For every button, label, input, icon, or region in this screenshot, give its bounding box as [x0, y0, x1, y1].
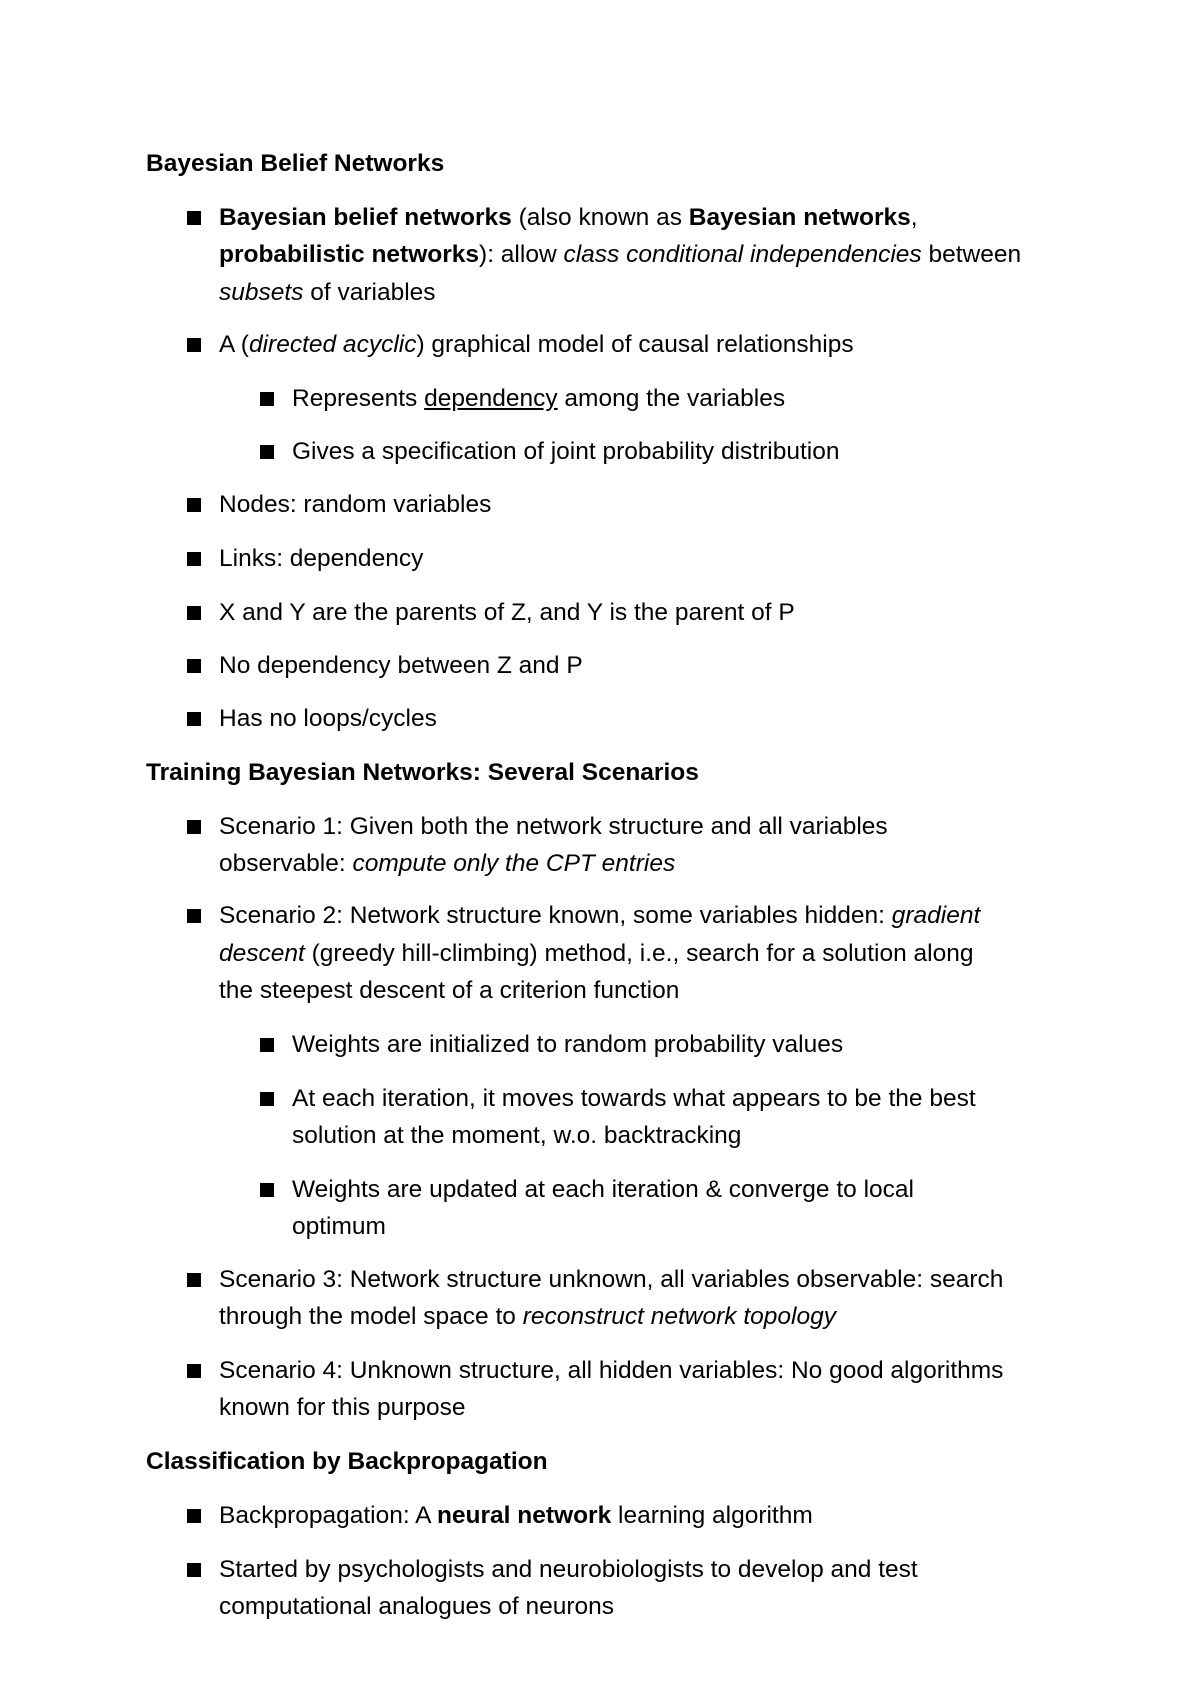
bullet-square-icon [187, 909, 201, 923]
bullet-square-icon [187, 1509, 201, 1523]
text: learning algorithm [611, 1502, 813, 1529]
bullet-parents: X and Y are the parents of Z, and Y is the parent of P [219, 599, 795, 626]
bullet-square-icon [260, 445, 274, 459]
text-italic: subsets [219, 279, 304, 306]
bullet-scenario-4-line2: known for this purpose [219, 1394, 466, 1421]
text: A ( [219, 331, 249, 358]
subbullet-joint-probability: Gives a specification of joint probability distribution [292, 438, 840, 465]
subbullet-weights-initialized: Weights are initialized to random probability values [292, 1031, 844, 1058]
text-bold: Bayesian belief networks [219, 204, 512, 231]
text-italic: descent [219, 940, 305, 967]
bullet-scenario-2-line3: the steepest descent of a criterion function [219, 977, 680, 1004]
text-italic: class conditional independencies [563, 241, 922, 268]
bullet-square-icon [187, 1563, 201, 1577]
text: Backpropagation: A [219, 1502, 437, 1529]
text-italic: compute only the CPT entries [352, 850, 676, 877]
text-underlined: dependency [424, 385, 558, 412]
subbullet-represents-dependency [292, 384, 785, 414]
bullet-no-dependency: No dependency between Z and P [219, 652, 583, 679]
subbullet-each-iteration-line2: solution at the moment, w.o. backtracking [292, 1122, 742, 1149]
bullet-nodes: Nodes: random variables [219, 491, 492, 518]
text-italic: reconstruct network topology [522, 1303, 836, 1330]
bullet-scenario-3-line1: Scenario 3: Network structure unknown, all variables observable: search [219, 1266, 1004, 1293]
bullet-scenario-1-line1: Scenario 1: Given both the network structure and all variables [219, 813, 888, 840]
subbullet-weights-updated-line2: optimum [292, 1213, 386, 1240]
text: of variables [303, 279, 436, 306]
bullet-square-icon [187, 606, 201, 620]
text: (also known as [511, 204, 689, 231]
text-italic: gradient [891, 902, 981, 929]
bullet-bbn-definition-line3 [219, 278, 436, 308]
text-bold: neural network [436, 1502, 612, 1529]
bullet-square-icon [187, 1273, 201, 1287]
bullet-scenario-2-line1 [219, 901, 980, 931]
text: Represents [292, 385, 425, 412]
text: among the variables [557, 385, 786, 412]
bullet-square-icon [187, 1364, 201, 1378]
text-bold: Bayesian networks [688, 204, 911, 231]
bullet-graphical-model [219, 330, 854, 360]
bullet-square-icon [187, 498, 201, 512]
text: ) graphical model of causal relationships [416, 331, 854, 358]
bullet-backpropagation [219, 1501, 813, 1531]
bullet-scenario-3-line2 [219, 1302, 836, 1332]
heading-training-bayesian-networks: Training Bayesian Networks: Several Scenarios [146, 759, 699, 786]
bullet-square-icon [187, 338, 201, 352]
bullet-psychologists-line1: Started by psychologists and neurobiologists to develop and test [219, 1556, 918, 1583]
text: through the model space to [219, 1303, 523, 1330]
bullet-bbn-definition-line2 [219, 240, 1021, 270]
text: Scenario 2: Network structure known, some variables hidden: [219, 902, 892, 929]
bullet-links: Links: dependency [219, 545, 424, 572]
text-italic: directed acyclic [248, 331, 417, 358]
bullet-square-icon [187, 712, 201, 726]
bullet-square-icon [260, 1038, 274, 1052]
bullet-square-icon [260, 392, 274, 406]
heading-bayesian-belief-networks: Bayesian Belief Networks [146, 150, 445, 177]
bullet-square-icon [187, 211, 201, 225]
bullet-square-icon [187, 552, 201, 566]
bullet-scenario-1-line2 [219, 849, 675, 879]
bullet-square-icon [260, 1183, 274, 1197]
subbullet-each-iteration-line1: At each iteration, it moves towards what appears to be the best [292, 1085, 976, 1112]
subbullet-weights-updated-line1: Weights are updated at each iteration & converge to local [292, 1176, 914, 1203]
bullet-square-icon [187, 659, 201, 673]
text-bold: probabilistic networks [219, 241, 480, 268]
text: between [921, 241, 1022, 268]
bullet-bbn-definition-line1 [219, 203, 918, 233]
bullet-scenario-2-line2 [219, 939, 973, 969]
bullet-no-loops: Has no loops/cycles [219, 705, 437, 732]
bullet-psychologists-line2: computational analogues of neurons [219, 1593, 615, 1620]
bullet-square-icon [187, 820, 201, 834]
text: (greedy hill-climbing) method, i.e., search for a solution along [304, 940, 974, 967]
text: observable: [219, 850, 353, 877]
heading-classification-by-backpropagation: Classification by Backpropagation [146, 1448, 548, 1475]
bullet-square-icon [260, 1092, 274, 1106]
text: , [910, 204, 918, 231]
bullet-scenario-4-line1: Scenario 4: Unknown structure, all hidden variables: No good algorithms [219, 1357, 1004, 1384]
text: ): allow [479, 241, 564, 268]
